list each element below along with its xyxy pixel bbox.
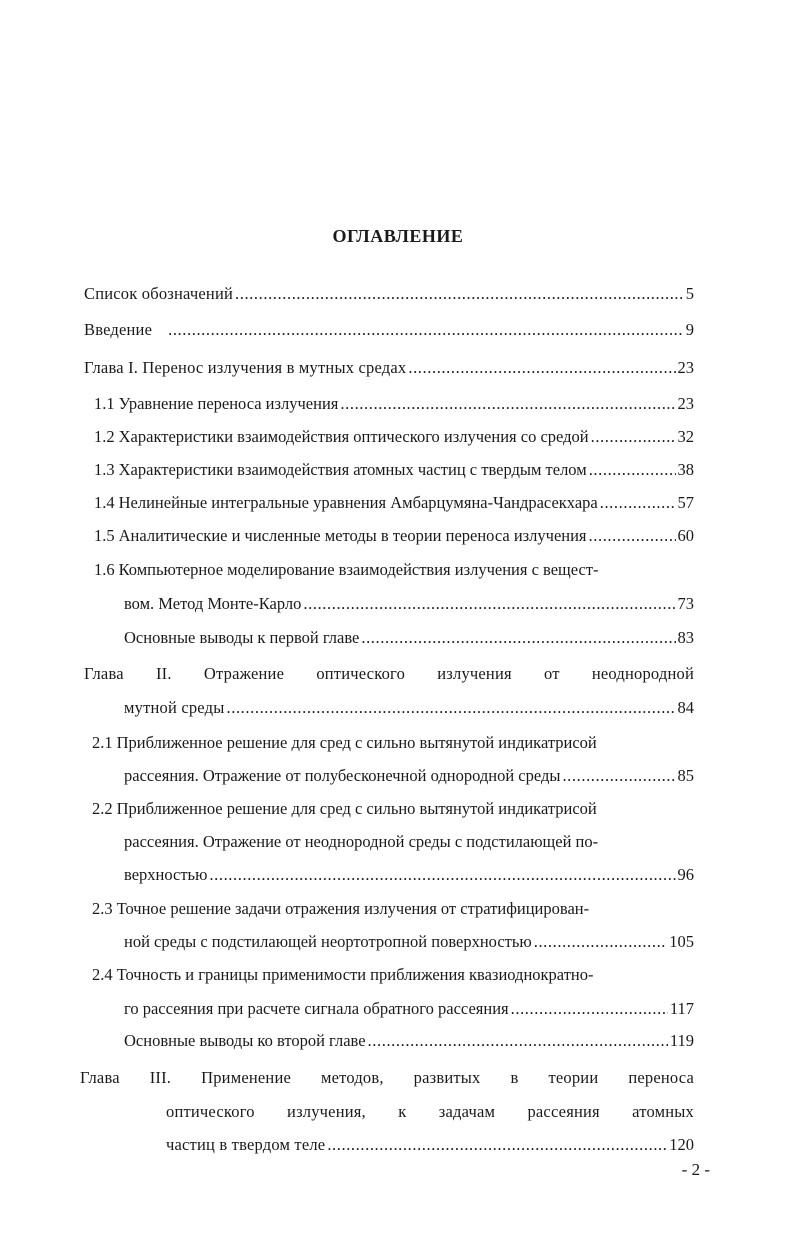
toc-chapter-2-conclusions bbox=[124, 1029, 694, 1053]
section-title-line-1: Приближенное решение для сред с сильно вытянутой индикатрисой bbox=[116, 799, 597, 818]
toc-page-number: 57 bbox=[677, 493, 694, 512]
section-title-line-2: ной среды с подстилающей неортотропной поверхностью bbox=[124, 932, 532, 951]
toc-section-1-2 bbox=[94, 425, 694, 449]
section-title-line-1: Компьютерное моделирование взаимодействия излучения с вещест- bbox=[118, 560, 599, 579]
toc-entry-abbreviations bbox=[84, 282, 694, 306]
section-number: 2.4 bbox=[92, 965, 113, 984]
dot-leader bbox=[562, 764, 675, 788]
toc-page-number: 84 bbox=[677, 698, 694, 717]
section-number: 1.4 bbox=[94, 493, 115, 512]
section-title-line-2: вом. Метод Монте-Карло bbox=[124, 594, 302, 613]
section-number: 2.1 bbox=[92, 733, 113, 752]
dot-leader bbox=[209, 863, 675, 887]
toc-section-2-4 bbox=[92, 963, 694, 987]
section-title: Характеристики взаимодействия оптического излучения со средой bbox=[118, 427, 589, 446]
toc-page-number: 5 bbox=[685, 284, 694, 303]
toc-page-number: 23 bbox=[677, 358, 694, 377]
toc-chapter-1 bbox=[84, 356, 694, 380]
toc-page-number: 105 bbox=[669, 932, 694, 951]
dot-leader bbox=[327, 1133, 667, 1157]
dot-leader bbox=[340, 392, 675, 416]
toc-section-2-1 bbox=[92, 731, 694, 755]
dot-leader bbox=[227, 696, 676, 720]
toc-entry-text: Список обозначений bbox=[84, 284, 233, 303]
section-title-line-1: Точность и границы применимости приближения квазиоднократно- bbox=[116, 965, 594, 984]
page-number-footer: - 2 - bbox=[681, 1160, 710, 1179]
section-title-line-1: Точное решение задачи отражения излучения от стратифицирован- bbox=[116, 899, 590, 918]
toc-section-1-1 bbox=[94, 392, 694, 416]
toc-page-number: 96 bbox=[677, 865, 694, 884]
toc-entry-text bbox=[94, 392, 338, 416]
toc-entry-text: Введение bbox=[84, 320, 153, 339]
section-number: 1.6 bbox=[94, 560, 115, 579]
dot-leader bbox=[589, 524, 676, 548]
section-number: 1.1 bbox=[94, 394, 115, 413]
section-number: 2.2 bbox=[92, 799, 113, 818]
toc-entry-text: Глава I. Перенос излучения в мутных средах bbox=[84, 358, 407, 377]
dot-leader bbox=[511, 997, 668, 1021]
dot-leader bbox=[534, 930, 668, 954]
toc-page-number: 120 bbox=[669, 1135, 694, 1154]
toc-entry-text: Основные выводы к первой главе bbox=[124, 628, 360, 647]
toc-page-number: 73 bbox=[677, 594, 694, 613]
toc-page-number: 23 bbox=[677, 394, 694, 413]
toc-section-2-1-continued bbox=[124, 764, 694, 788]
toc-section-1-6 bbox=[94, 558, 694, 582]
toc-page-number: 32 bbox=[677, 427, 694, 446]
toc-section-2-2 bbox=[92, 797, 694, 821]
section-number: 1.2 bbox=[94, 427, 115, 446]
toc-entry-text bbox=[94, 524, 587, 548]
section-title: Аналитические и численные методы в теории переноса излучения bbox=[118, 526, 587, 545]
toc-entry-introduction bbox=[84, 318, 694, 342]
dot-leader bbox=[589, 458, 676, 482]
toc-page-number: 60 bbox=[677, 526, 694, 545]
chapter-title-line-1: Глава III. Применение методов, развитых в теории переноса bbox=[80, 1068, 694, 1087]
toc-section-1-6-continued bbox=[124, 592, 694, 616]
toc-section-2-2-line-2 bbox=[124, 830, 694, 854]
chapter-title-line-2: оптического излучения, к задачам рассеяния атомных bbox=[166, 1102, 694, 1121]
section-number: 1.3 bbox=[94, 460, 115, 479]
toc-chapter-3-continued bbox=[166, 1133, 694, 1157]
toc-entry-text: Основные выводы ко второй главе bbox=[124, 1031, 366, 1050]
toc-chapter-2 bbox=[84, 662, 694, 686]
section-title-line-3: верхностью bbox=[124, 865, 208, 884]
section-title-line-2: рассеяния. Отражение от полубесконечной однородной среды bbox=[124, 766, 561, 785]
dot-leader bbox=[591, 425, 676, 449]
section-title: Уравнение переноса излучения bbox=[118, 394, 339, 413]
toc-page-number: 9 bbox=[685, 320, 694, 339]
section-title: Характеристики взаимодействия атомных частиц с твердым телом bbox=[118, 460, 587, 479]
toc-chapter-3 bbox=[80, 1066, 694, 1090]
toc-page-number: 83 bbox=[677, 628, 694, 647]
section-title: Нелинейные интегральные уравнения Амбарцумяна-Чандрасекхара bbox=[118, 493, 598, 512]
section-number: 1.5 bbox=[94, 526, 115, 545]
section-number: 2.3 bbox=[92, 899, 113, 918]
toc-section-1-4 bbox=[94, 491, 694, 515]
toc-section-2-2-continued bbox=[124, 863, 694, 887]
toc-chapter-3-line-2 bbox=[166, 1100, 694, 1124]
toc-section-2-4-continued bbox=[124, 997, 694, 1021]
toc-page-number: 117 bbox=[669, 999, 694, 1018]
section-title-line-1: Приближенное решение для сред с сильно вытянутой индикатрисой bbox=[116, 733, 597, 752]
chapter-title-line-2: мутной среды bbox=[124, 698, 225, 717]
toc-page-number: 85 bbox=[677, 766, 694, 785]
toc-section-2-3 bbox=[92, 897, 694, 921]
chapter-title-line-1: Глава II. Отражение оптического излучения от неоднородной bbox=[84, 664, 694, 683]
toc-section-1-5 bbox=[94, 524, 694, 548]
toc-section-2-3-continued bbox=[124, 930, 694, 954]
dot-leader bbox=[235, 282, 684, 306]
section-title-line-2: рассеяния. Отражение от неоднородной среды с подстилающей по- bbox=[124, 832, 599, 851]
dot-leader bbox=[168, 318, 684, 342]
toc-chapter-1-conclusions bbox=[124, 626, 694, 650]
toc-entry-text bbox=[94, 458, 587, 482]
dot-leader bbox=[368, 1029, 668, 1053]
section-title-line-2: го рассеяния при расчете сигнала обратного рассеяния bbox=[124, 999, 509, 1018]
dot-leader bbox=[361, 626, 675, 650]
dot-leader bbox=[303, 592, 675, 616]
toc-chapter-2-continued bbox=[124, 696, 694, 720]
toc-page-number: 119 bbox=[669, 1031, 694, 1050]
toc-section-1-3 bbox=[94, 458, 694, 482]
dot-leader bbox=[408, 356, 675, 380]
page-title: ОГЛАВЛЕНИЕ bbox=[332, 226, 464, 246]
chapter-title-line-3: частиц в твердом теле bbox=[166, 1135, 326, 1154]
toc-entry-text bbox=[94, 491, 598, 515]
dot-leader bbox=[600, 491, 676, 515]
toc-page-number: 38 bbox=[677, 460, 694, 479]
toc-entry-text bbox=[94, 425, 589, 449]
